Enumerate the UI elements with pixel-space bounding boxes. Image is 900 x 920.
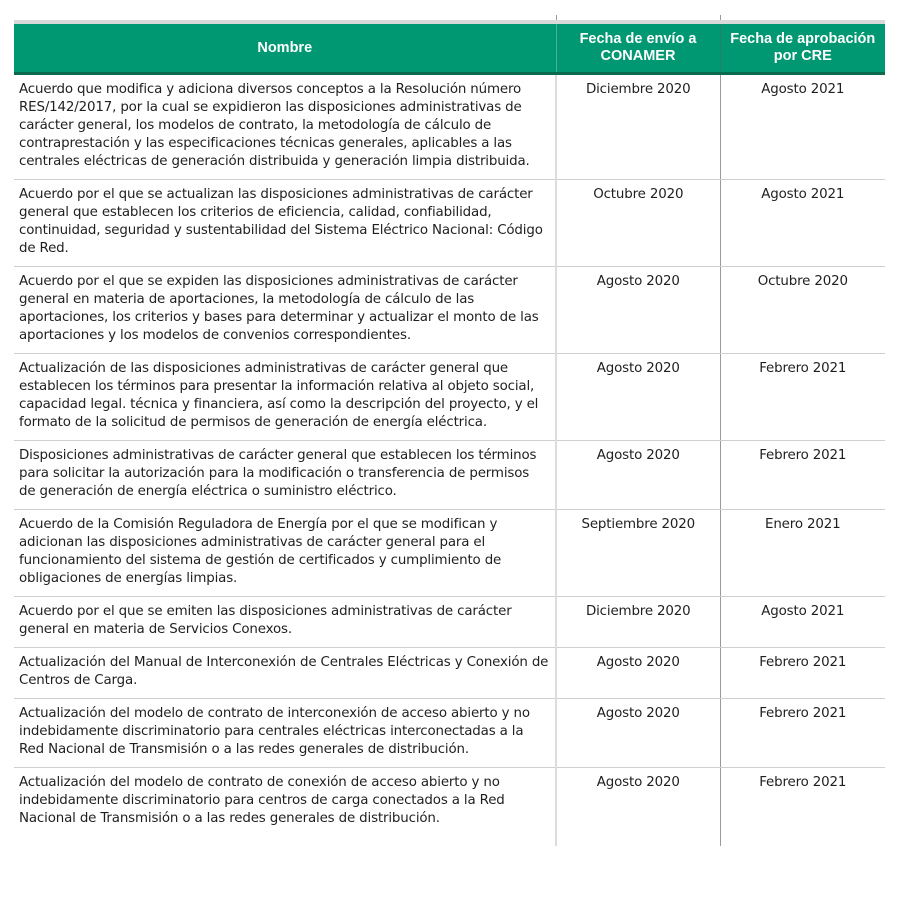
cell-name: Acuerdo por el que se expiden las disposiciones administrativas de carácter general en materia de aportaciones, la metodología de cálculo de las aportaciones, los criterios y bases para determinar y actualizar el monto de las aportaciones y los modelos de convenios correspondientes.: [14, 267, 556, 354]
cell-approval-date: Enero 2021: [720, 510, 885, 597]
cell-approval-date: Agosto 2021: [720, 74, 885, 180]
cell-sent-date: Septiembre 2020: [556, 510, 720, 597]
cell-sent-date: Agosto 2020: [556, 441, 720, 510]
table-header: [14, 24, 885, 74]
cell-name: Acuerdo por el que se emiten las disposiciones administrativas de carácter general en materia de Servicios Conexos.: [14, 597, 556, 648]
regulations-table: [14, 24, 885, 846]
cell-name: Actualización del modelo de contrato de conexión de acceso abierto y no indebidamente discriminatorio para centros de carga conectados a la Red Nacional de Transmisión o a las redes generales de distribución.: [19, 775, 505, 826]
table-row: [14, 699, 885, 768]
cell-sent-date: Agosto 2020: [556, 354, 720, 441]
cell-sent-date: Agosto 2020: [556, 699, 720, 768]
cell-name: Disposiciones administrativas de carácter general que establecen los términos para solicitar la autorización para la modificación o transferencia de permisos de generación de energía eléctrica o suministro eléctrico.: [14, 441, 556, 510]
cell-approval-date: Febrero 2021: [720, 354, 885, 441]
cell-sent-date: Agosto 2020: [556, 768, 720, 847]
cell-approval-date: Agosto 2021: [720, 180, 885, 267]
table-row: [14, 597, 885, 648]
table-row: [14, 74, 885, 180]
cell-approval-date: Febrero 2021: [720, 441, 885, 510]
table-row: [14, 354, 885, 441]
cell-name: Actualización del modelo de contrato de interconexión de acceso abierto y no indebidamente discriminatorio para centrales eléctricas interconectadas a la Red Nacional de Transmisión o a las redes generales de distribución.: [14, 699, 556, 768]
table-body: [14, 74, 885, 847]
table-row: [14, 510, 885, 597]
cell-sent-date: Diciembre 2020: [556, 74, 720, 180]
column-header-name: Nombre: [14, 24, 556, 74]
table-row: [14, 768, 885, 847]
header-row: [14, 24, 885, 74]
cell-name: Actualización de las disposiciones administrativas de carácter general que establecen los términos para presentar la información relativa al objeto social, capacidad legal. técnica y financiera, así como la descripción del proyecto, y el formato de la solicitud de permisos de generación de energía eléctrica.: [14, 354, 556, 441]
cell-sent-date: Agosto 2020: [556, 267, 720, 354]
cell-name: Acuerdo por el que se actualizan las disposiciones administrativas de carácter general que establecen los criterios de eficiencia, calidad, confiabilidad, continuidad, seguridad y sustentabilidad del Sistema Eléctrico Nacional: Código de Red.: [14, 180, 556, 267]
cell-name: Actualización del Manual de Interconexión de Centrales Eléctricas y Conexión de Centros de Carga.: [14, 648, 556, 699]
column-header-sent-date: Fecha de envío a CONAMER: [556, 24, 720, 74]
cell-approval-date: Octubre 2020: [720, 267, 885, 354]
cell-approval-date: Febrero 2021: [759, 775, 847, 790]
cell-approval-date: Agosto 2021: [720, 597, 885, 648]
cell-name: Acuerdo que modifica y adiciona diversos conceptos a la Resolución número RES/142/2017, por la cual se expidieron las disposiciones administrativas de carácter general, los modelos de contrato, la metodología de cálculo de contraprestación y las especificaciones técnicas generales, aplicables a las centrales eléctricas de generación distribuida y generación limpia distribuida.: [14, 74, 556, 180]
regulations-table-container: [14, 20, 885, 846]
table-row: [14, 648, 885, 699]
cell-sent-date: Octubre 2020: [556, 180, 720, 267]
cell-name: Acuerdo de la Comisión Reguladora de Energía por el que se modifican y adicionan las disposiciones administrativas de carácter general para el funcionamiento del sistema de gestión de certificados y cumplimiento de obligaciones de energías limpias.: [14, 510, 556, 597]
column-header-approval-date: Fecha de aprobación por CRE: [720, 24, 885, 74]
cell-sent-date: Diciembre 2020: [556, 597, 720, 648]
cell-approval-date: Febrero 2021: [720, 699, 885, 768]
table-row: [14, 180, 885, 267]
table-row: [14, 267, 885, 354]
table-row: [14, 441, 885, 510]
cell-approval-date: Febrero 2021: [720, 648, 885, 699]
cell-sent-date: Agosto 2020: [556, 648, 720, 699]
